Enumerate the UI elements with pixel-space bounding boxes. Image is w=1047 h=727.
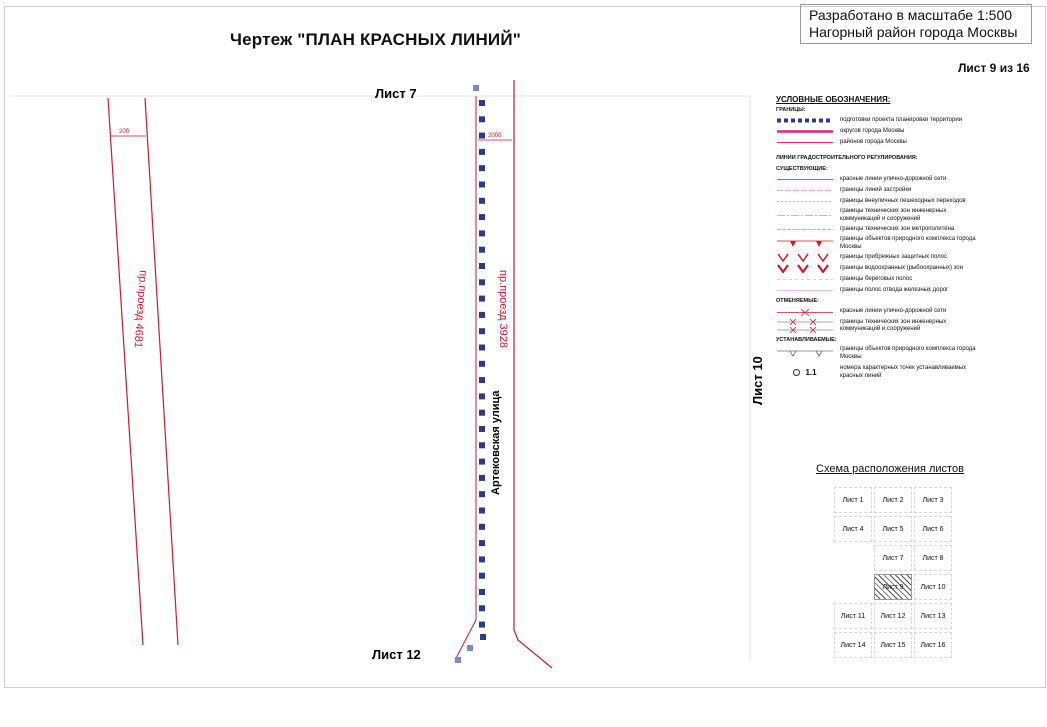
scheme-sheet-cell: Лист 13 — [914, 603, 952, 629]
boundary-dot — [479, 622, 485, 628]
left-red-line-a — [108, 98, 143, 645]
right-passage-label: пр.проезд 3928 — [497, 270, 509, 348]
points-symbol: 1.1 — [805, 367, 817, 377]
legend-lines-header: ЛИНИИ ГРАДОСТРОИТЕЛЬНОГО РЕГУЛИРОВАНИЯ: — [776, 155, 918, 161]
boundary-dot — [479, 589, 485, 595]
left-passage-label: пр.проезд 4681 — [131, 269, 149, 349]
boundary-dot — [455, 657, 461, 663]
legend-boundaries-header: ГРАНИЦЫ: — [776, 106, 806, 113]
scheme-sheet-cell: Лист 5 — [874, 516, 912, 542]
scheme-title: Схема расположения листов — [816, 463, 964, 475]
scheme-sheet-cell: Лист 11 — [834, 603, 872, 629]
scheme-sheet-cell: Лист 2 — [874, 487, 912, 513]
scheme-sheet-cell: Лист 7 — [874, 545, 912, 571]
scheme-sheet-cell: Лист 12 — [874, 603, 912, 629]
boundary-dot — [479, 263, 485, 269]
boundary-dot — [480, 634, 486, 640]
scheme-sheet-cell: Лист 10 — [914, 574, 952, 600]
right-dimension-label: 20бб — [488, 133, 502, 139]
scheme-sheet-cell: Лист 4 — [834, 516, 872, 542]
boundary-dot — [479, 133, 485, 139]
legend-item: подготовки проекта планировки территории — [840, 116, 963, 123]
project-boundary — [455, 85, 486, 663]
left-red-line-b — [145, 98, 178, 645]
legend-existing-header: СУЩЕСТВУЮЩИЕ: — [776, 165, 828, 172]
boundary-dot — [479, 230, 485, 236]
scale-info-box — [800, 4, 1032, 44]
boundary-dot — [479, 491, 485, 497]
legend: УСЛОВНЫЕ ОБОЗНАЧЕНИЯ: ГРАНИЦЫ: подготовки проекта планировки территории округов города Москвы районов города Москвы ЛИНИИ ГРАДОСТРОИТЕЛЬНОГО РЕГУЛИРОВАНИЯ: СУЩЕСТВУЮЩИЕ: красные линии улично-дорожной сети границы линий застройки границы внеуличных пешеходных переходов границы технических зон инженерных коммуникаций и сооружений границы технических зон метрополитена границы объектов природного комплекса города Москвы границы прибрежных защитных полос границы водоохранных (рыбоохранных) зон границы береговых полос границы полос отвода железных дорог ОТМЕНЯЕМЫЕ: красные линии улично-дорожной сети границы технических зон инженерных коммуникаций и сооружений УСТАНАВЛИВАЕМЫЕ: границы объектов природного комплекса города Москвы 1.1 номера характерных точек устанавливаемых красных линий — [776, 95, 976, 379]
drawing-title: Чертеж "ПЛАН КРАСНЫХ ЛИНИЙ" — [230, 30, 522, 49]
scheme-sheet-cell: Лист 3 — [914, 487, 952, 513]
boundary-dot — [479, 573, 485, 579]
scheme-sheet-cell: Лист 6 — [914, 516, 952, 542]
legend-item: округов города Москвы — [840, 127, 905, 134]
street-red-line-right-bend — [514, 630, 552, 668]
boundary-dot — [479, 247, 485, 253]
boundary-dot — [479, 508, 485, 514]
scheme-sheet-cell: Лист 14 — [834, 632, 872, 658]
boundary-dot — [479, 605, 485, 611]
legend-cancelled-header: ОТМЕНЯЕМЫЕ: — [776, 298, 819, 304]
boundary-dot — [479, 377, 485, 383]
boundary-dot — [479, 410, 485, 416]
boundary-dot — [479, 524, 485, 530]
boundary-dot — [479, 442, 485, 448]
scale-line: Разработано в масштабе 1:500 — [809, 7, 1013, 23]
sheet-right-label: Лист 10 — [750, 356, 765, 405]
district-line: Нагорный район города Москвы — [809, 24, 1018, 40]
scheme-sheet-cell: Лист 16 — [914, 632, 952, 658]
boundary-dot — [479, 100, 485, 106]
boundary-dot — [479, 540, 485, 546]
scheme-sheet-cell: Лист 15 — [874, 632, 912, 658]
boundary-dot — [479, 279, 485, 285]
boundary-dot — [479, 556, 485, 562]
left-dimension-label: 20б — [119, 129, 130, 135]
sheet-top-label: Лист 7 — [375, 86, 417, 101]
boundary-dot — [479, 116, 485, 122]
boundary-dot — [479, 312, 485, 318]
legend-title: УСЛОВНЫЕ ОБОЗНАЧЕНИЯ: — [776, 95, 891, 104]
boundary-dot — [479, 198, 485, 204]
boundary-dot — [479, 182, 485, 188]
boundary-dot — [473, 85, 479, 91]
boundary-dot — [479, 296, 485, 302]
boundary-dot — [479, 475, 485, 481]
boundary-dot — [479, 328, 485, 334]
sheet-bottom-label: Лист 12 — [372, 647, 421, 662]
boundary-dot — [479, 361, 485, 367]
legend-item: районов города Москвы — [840, 138, 907, 145]
street-name-label: Артековская улица — [490, 390, 502, 495]
boundary-dot — [479, 165, 485, 171]
boundary-dot — [479, 459, 485, 465]
boundary-dot — [479, 345, 485, 351]
legend-established-header: УСТАНАВЛИВАЕМЫЕ: — [776, 336, 837, 343]
boundary-dot — [479, 214, 485, 220]
street-red-line-bend — [455, 620, 476, 660]
sheet-scheme — [834, 487, 954, 663]
boundary-dot — [479, 393, 485, 399]
boundary-dot — [479, 426, 485, 432]
scheme-sheet-cell: Лист 9 — [874, 574, 912, 600]
boundary-dot — [479, 149, 485, 155]
scheme-sheet-cell: Лист 1 — [834, 487, 872, 513]
boundary-dot — [467, 645, 473, 651]
scheme-sheet-cell: Лист 8 — [914, 545, 952, 571]
sheet-number: Лист 9 из 16 — [958, 61, 1030, 75]
